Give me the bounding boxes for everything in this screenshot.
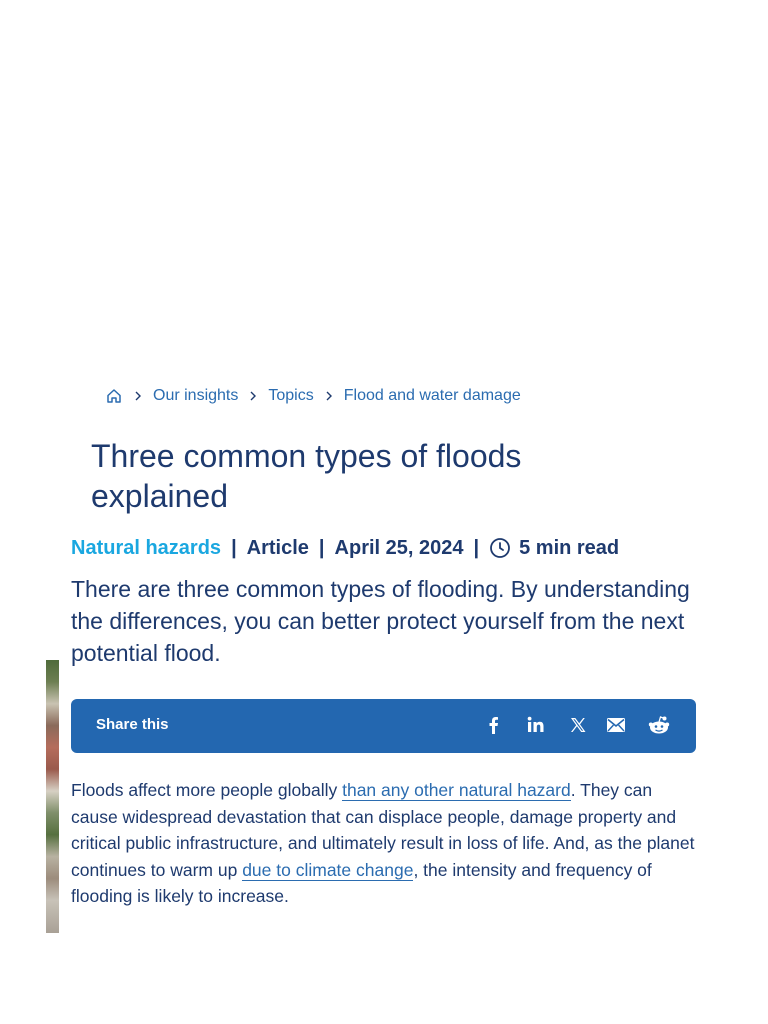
partial-photo [46,660,59,933]
home-icon[interactable] [105,387,123,405]
chevron-right-icon [247,390,259,402]
x-icon[interactable] [565,712,591,738]
body-text-segment: Floods affect more people globally [71,780,343,800]
category-link[interactable]: Natural hazards [71,536,222,559]
linkedin-icon[interactable] [523,712,549,738]
article-body-paragraph [71,777,701,910]
facebook-icon[interactable] [480,712,506,738]
publish-date: April 25, 2024 [334,536,464,559]
reddit-icon[interactable] [646,712,672,738]
email-icon[interactable] [603,712,629,738]
meta-separator: | [473,536,480,559]
article-type: Article [246,536,309,559]
clock-icon [489,537,511,559]
article-meta [71,534,619,562]
meta-separator: | [231,536,237,559]
chevron-right-icon [323,390,335,402]
share-bar [71,699,696,753]
chevron-right-icon [132,390,144,402]
breadcrumb [105,384,521,408]
lead-paragraph: There are three common types of flooding. By understanding the differences, you can better protect yourself from the next potential flood. [71,576,690,666]
meta-separator: | [318,536,325,559]
breadcrumb-topics[interactable]: Topics [268,387,314,404]
body-text-segment: , the intensity and frequency of flooding is likely to increase. [71,859,652,906]
page-title: Three common types of floods explained [91,438,522,514]
climate-change-link[interactable]: due to climate change [242,859,414,880]
breadcrumb-flood-and-water-damage[interactable]: Flood and water damage [343,387,521,404]
body-text-segment: . They can cause widespread devastation that can displace people, damage property and critical public infrastructure, and ultimately result in loss of life. And, as the planet continues to warm up [71,780,695,880]
breadcrumb-our-insights[interactable]: Our insights [153,387,239,404]
share-label: Share this [96,716,169,733]
natural-hazard-link[interactable]: than any other natural hazard [342,780,571,800]
read-time: 5 min read [519,536,620,559]
